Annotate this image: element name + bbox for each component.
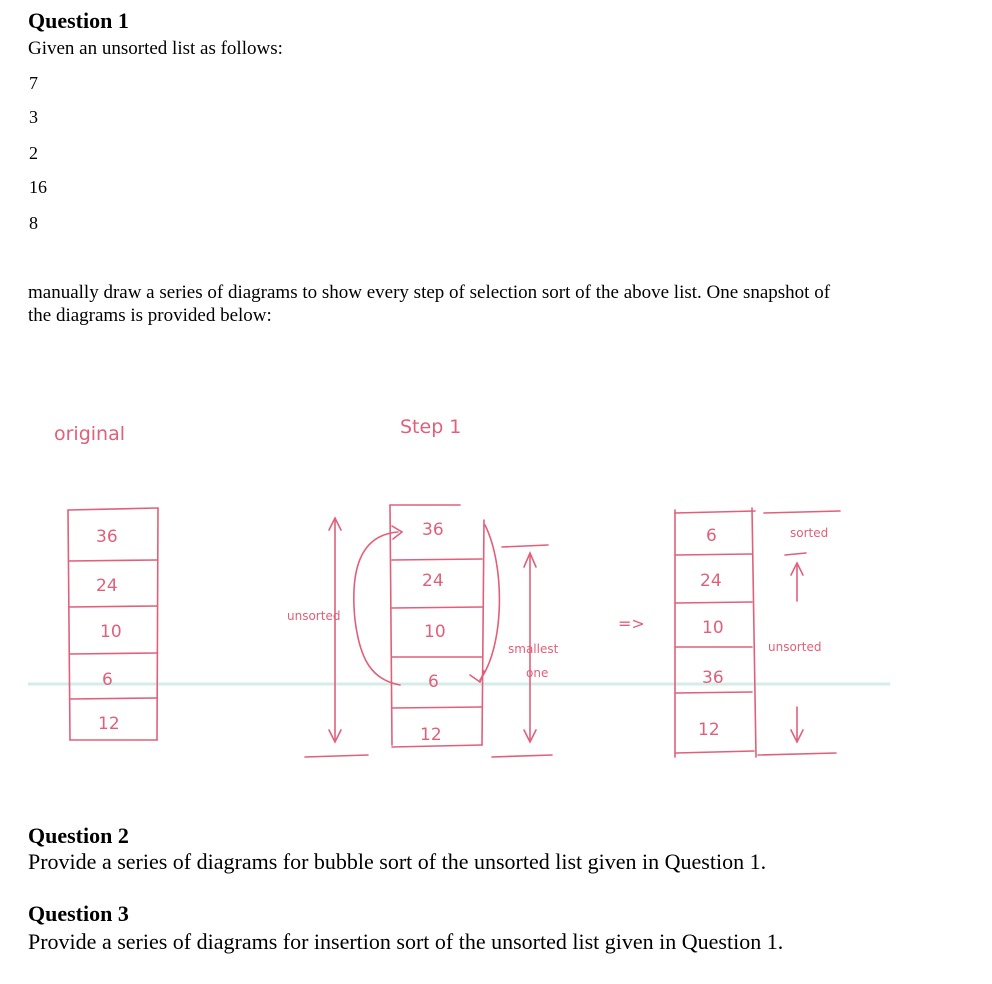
- middle-value: 24: [422, 571, 444, 591]
- middle-range-top-line: [502, 545, 548, 547]
- original-value: 6: [102, 670, 113, 690]
- middle-value: 10: [424, 622, 446, 642]
- selection-sort-sketch: [0, 395, 992, 805]
- question-1-instruction-line-1: manually draw a series of diagrams to show every step of selection sort of the above list. One snapshot of: [28, 282, 831, 303]
- middle-divider: [392, 559, 482, 560]
- middle-box-right: [482, 520, 484, 745]
- middle-value: 6: [428, 672, 439, 692]
- middle-value: 36: [422, 520, 444, 540]
- question-2-text: Provide a series of diagrams for bubble sort of the unsorted list given in Question 1.: [28, 849, 767, 874]
- sketch-strokes: [68, 505, 840, 757]
- original-label: original: [54, 423, 126, 445]
- question-1-title: Question 1: [28, 8, 129, 33]
- smallest-label-second-line: one: [526, 666, 549, 680]
- result-box-bottom: [676, 751, 754, 753]
- right-unsorted-label: unsorted: [768, 640, 822, 654]
- original-divider: [69, 606, 157, 607]
- middle-value: 12: [420, 725, 442, 745]
- smallest-label: smallest: [508, 642, 559, 656]
- left-unsorted-underline: [305, 755, 368, 757]
- original-box-left: [68, 510, 70, 740]
- question-3-title: Question 3: [28, 901, 129, 926]
- original-divider: [70, 653, 157, 654]
- result-value: 10: [702, 618, 724, 638]
- result-box-right: [752, 508, 756, 757]
- result-value: 12: [698, 720, 720, 740]
- right-unsorted-bottom-line: [758, 753, 836, 755]
- result-value: 36: [702, 668, 724, 688]
- result-divider: [676, 692, 752, 693]
- list-item: 2: [29, 143, 38, 163]
- result-divider: [676, 554, 752, 555]
- original-value: 36: [96, 527, 118, 547]
- result-divider: [676, 602, 752, 603]
- original-value: 12: [98, 714, 120, 734]
- original-box-top: [68, 508, 158, 510]
- sketch-text: [54, 416, 828, 745]
- original-divider: [69, 560, 157, 561]
- middle-box-bottom: [392, 745, 482, 747]
- list-item: 3: [29, 107, 38, 127]
- sorted-divider: [785, 553, 806, 555]
- left-unsorted-label: unsorted: [287, 609, 341, 623]
- original-value: 10: [100, 622, 122, 642]
- question-2-title: Question 2: [28, 823, 129, 848]
- middle-divider: [392, 607, 482, 608]
- middle-divider: [392, 707, 482, 708]
- middle-box-left: [390, 505, 392, 745]
- list-item: 7: [29, 73, 38, 93]
- result-value: 6: [706, 526, 717, 546]
- step-label: Step 1: [400, 416, 462, 438]
- middle-range-bottom-line: [492, 755, 552, 757]
- question-1-instruction-line-2: the diagrams is provided below:: [28, 305, 272, 326]
- sorted-label: sorted: [790, 526, 829, 540]
- original-value: 24: [96, 576, 118, 596]
- question-1-intro: Given an unsorted list as follows:: [28, 38, 283, 59]
- result-box-top: [675, 511, 755, 513]
- original-divider: [70, 698, 157, 699]
- result-value: 24: [700, 571, 722, 591]
- implies-arrow: =>: [618, 614, 645, 633]
- sorted-top-line: [764, 511, 840, 513]
- question-3-text: Provide a series of diagrams for insertion sort of the unsorted list given in Question 1.: [28, 929, 784, 954]
- original-box-right: [157, 508, 158, 740]
- list-item: 16: [29, 177, 47, 197]
- list-item: 8: [29, 213, 38, 233]
